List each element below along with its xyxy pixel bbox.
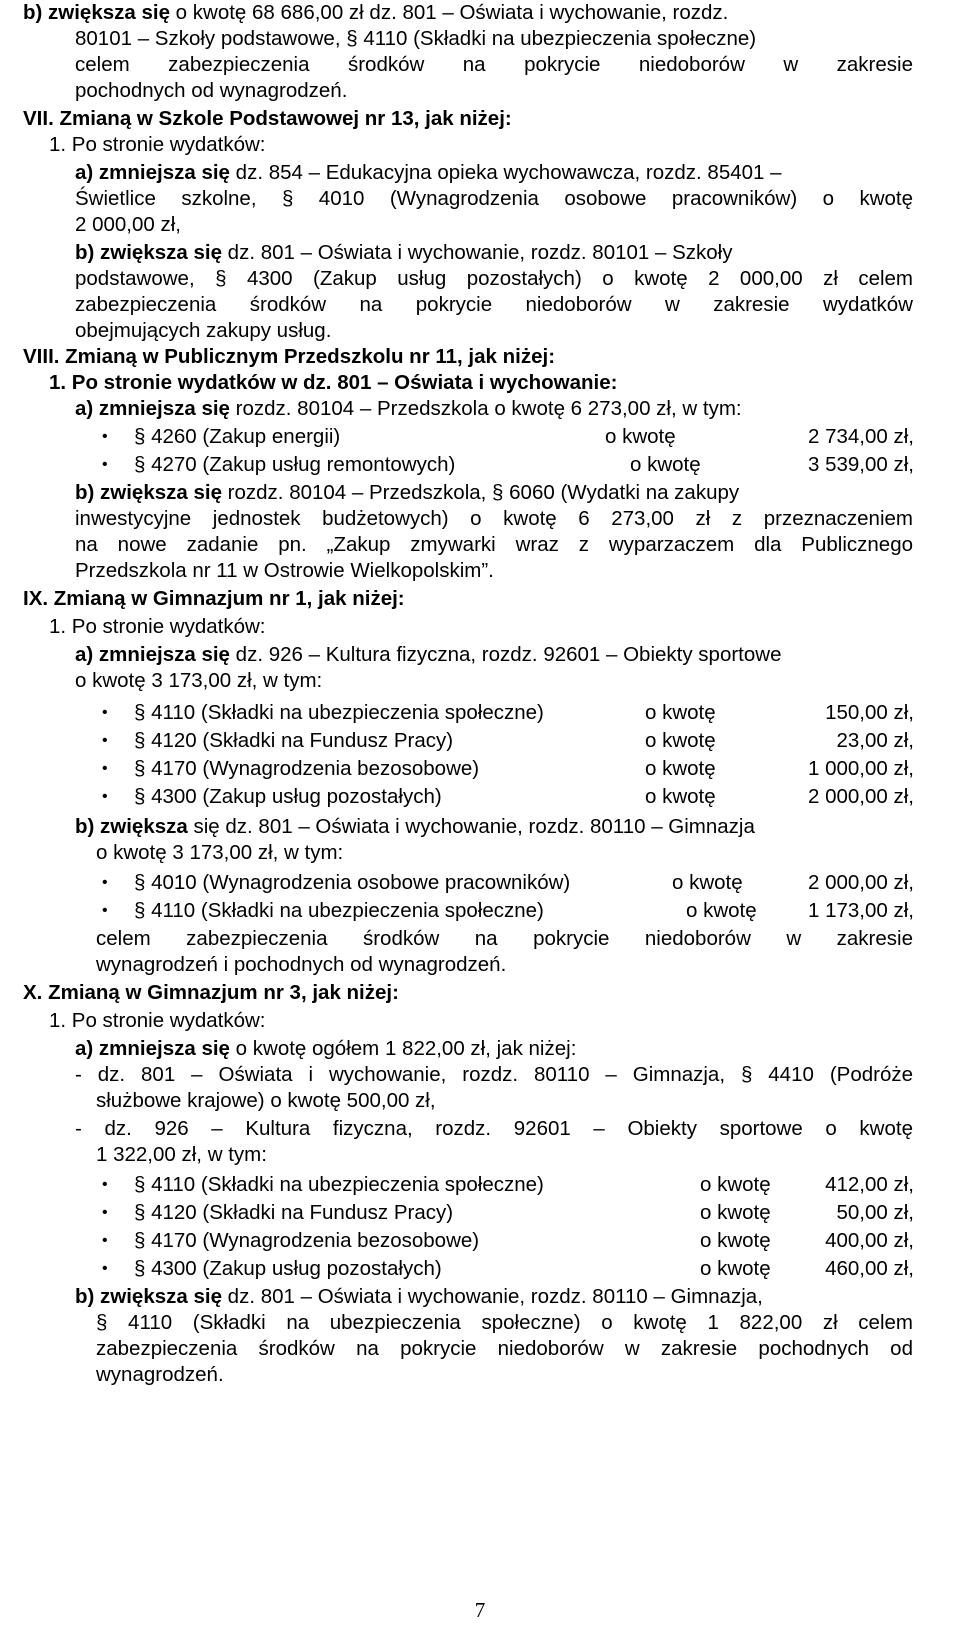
item-amount: 400,00 zł,: [825, 1229, 914, 1252]
item-label: b) zwiększa się: [23, 1, 170, 24]
line-text: się dz. 801 – Oświata i wychowanie, rozdz. 80110 – Gimnazja: [187, 815, 755, 838]
line-text: 80101 – Szkoły podstawowe, § 4110 (Składki na ubezpieczenia społeczne): [75, 27, 757, 50]
subheading: 1. Po stronie wydatków:: [49, 615, 266, 638]
item-label: b) zwiększa się: [75, 1285, 222, 1308]
list-item: [0, 728, 960, 754]
item-description: § 4110 (Składki na ubezpieczenia społeczne): [134, 701, 544, 724]
bullet-icon: •: [102, 760, 108, 777]
page-number: 7: [474, 1598, 486, 1622]
section-heading: IX. Zmianą w Gimnazjum nr 1, jak niżej:: [23, 587, 405, 610]
item-amount: 2 000,00 zł,: [808, 871, 914, 894]
bullet-icon: •: [102, 788, 108, 805]
item-keyword: o kwotę: [630, 453, 701, 476]
item-label: a) zmniejsza się: [75, 643, 230, 666]
bullet-icon: •: [102, 428, 108, 445]
item-description: § 4110 (Składki na ubezpieczenia społeczne): [134, 1173, 544, 1196]
bullet-icon: •: [102, 1260, 108, 1277]
bullet-icon: •: [102, 1176, 108, 1193]
list-item: [0, 452, 960, 478]
item-amount: 1 173,00 zł,: [808, 899, 914, 922]
line-text: dz. 801 – Oświata i wychowanie, rozdz. 80110 – Gimnazja,: [221, 1285, 763, 1308]
subheading: 1. Po stronie wydatków:: [49, 133, 266, 156]
item-amount: 50,00 zł,: [836, 1201, 914, 1224]
paragraph-line: [75, 1284, 913, 1310]
item-keyword: o kwotę: [700, 1201, 771, 1224]
bullet-icon: •: [102, 1232, 108, 1249]
item-amount: 3 539,00 zł,: [808, 453, 914, 476]
paragraph-line: celem zabezpieczenia środków na pokrycie niedoborów w zakresie: [96, 927, 913, 950]
item-label: a) zmniejsza się: [75, 397, 230, 420]
paragraph-line: [75, 480, 913, 506]
line-text: o kwotę 68 686,00 zł dz. 801 – Oświata i wychowanie, rozdz.: [169, 1, 729, 24]
item-keyword: o kwotę: [645, 701, 716, 724]
item-keyword: o kwotę: [700, 1257, 771, 1280]
paragraph-line: celem zabezpieczenia środków na pokrycie niedoborów w zakresie: [75, 53, 913, 76]
line-text: rozdz. 80104 – Przedszkola, § 6060 (Wydatki na zakupy: [221, 481, 740, 504]
list-item: [0, 898, 960, 924]
item-keyword: o kwotę: [645, 757, 716, 780]
paragraph-line: wynagrodzeń.: [96, 1363, 224, 1386]
list-item: [0, 1256, 960, 1282]
list-item: [0, 756, 960, 782]
item-label: b) zwiększa się: [75, 241, 222, 264]
item-amount: 412,00 zł,: [825, 1173, 914, 1196]
paragraph-line: [75, 240, 913, 266]
paragraph-line: obejmujących zakupy usług.: [75, 319, 332, 342]
paragraph-line: [75, 642, 913, 668]
paragraph-line: [75, 1036, 576, 1062]
paragraph-line: § 4110 (Składki na ubezpieczenia społeczne) o kwotę 1 822,00 zł celem: [96, 1311, 913, 1334]
section-heading: VII. Zmianą w Szkole Podstawowej nr 13, jak niżej:: [23, 107, 512, 130]
bullet-icon: •: [102, 704, 108, 721]
item-amount: 23,00 zł,: [836, 729, 914, 752]
bullet-icon: •: [102, 732, 108, 749]
item-amount: 1 000,00 zł,: [808, 757, 914, 780]
list-item: [0, 870, 960, 896]
paragraph-line: służbowe krajowe) o kwotę 500,00 zł,: [96, 1089, 436, 1112]
line-text: dz. 801 – Oświata i wychowanie, rozdz. 80101 – Szkoły: [221, 241, 733, 264]
item-label: b) zwiększa: [75, 815, 188, 838]
paragraph-line: 2 000,00 zł,: [75, 213, 181, 236]
paragraph-line: - dz. 801 – Oświata i wychowanie, rozdz. 80110 – Gimnazja, § 4410 (Podróże: [75, 1063, 913, 1086]
item-description: § 4110 (Składki na ubezpieczenia społeczne): [134, 899, 544, 922]
paragraph-line: na nowe zadanie pn. „Zakup zmywarki wraz z wyparzaczem dla Publicznego: [75, 533, 913, 556]
item-description: § 4010 (Wynagrodzenia osobowe pracowników): [134, 871, 571, 894]
item-amount: 150,00 zł,: [825, 701, 914, 724]
list-item: [0, 700, 960, 726]
item-keyword: o kwotę: [700, 1173, 771, 1196]
paragraph-line: Przedszkola nr 11 w Ostrowie Wielkopolskim”.: [75, 559, 494, 582]
list-item: [0, 1200, 960, 1226]
paragraph-line: zabezpieczenia środków na pokrycie niedoborów w zakresie wydatków: [75, 293, 913, 316]
list-item: [0, 784, 960, 810]
paragraph-line: podstawowe, § 4300 (Zakup usług pozostałych) o kwotę 2 000,00 zł celem: [75, 267, 913, 290]
paragraph-line: - dz. 926 – Kultura fizyczna, rozdz. 92601 – Obiekty sportowe o kwotę: [75, 1117, 913, 1140]
item-description: § 4170 (Wynagrodzenia bezosobowe): [134, 1229, 480, 1252]
item-keyword: o kwotę: [686, 899, 757, 922]
item-description: § 4260 (Zakup energii): [134, 425, 341, 448]
paragraph-line: [75, 396, 742, 422]
line-text: dz. 854 – Edukacyjna opieka wychowawcza, rozdz. 85401 –: [229, 161, 782, 184]
item-keyword: o kwotę: [672, 871, 743, 894]
subheading: 1. Po stronie wydatków:: [49, 1009, 266, 1032]
paragraph-line: [23, 0, 919, 26]
item-label: a) zmniejsza się: [75, 1037, 230, 1060]
paragraph-line: [75, 26, 913, 52]
bullet-icon: •: [102, 874, 108, 891]
item-amount: 2 734,00 zł,: [808, 425, 914, 448]
item-keyword: o kwotę: [645, 785, 716, 808]
item-keyword: o kwotę: [645, 729, 716, 752]
item-description: § 4270 (Zakup usług remontowych): [134, 453, 456, 476]
item-keyword: o kwotę: [700, 1229, 771, 1252]
line-text: rozdz. 80104 – Przedszkola o kwotę 6 273,00 zł, w tym:: [229, 397, 742, 420]
subheading: 1. Po stronie wydatków w dz. 801 – Oświata i wychowanie:: [49, 371, 618, 394]
section-heading: X. Zmianą w Gimnazjum nr 3, jak niżej:: [23, 981, 399, 1004]
item-label: a) zmniejsza się: [75, 161, 230, 184]
bullet-icon: •: [102, 1204, 108, 1221]
paragraph-line: [75, 814, 913, 840]
list-item: [0, 424, 960, 450]
section-heading: VIII. Zmianą w Publicznym Przedszkolu nr 11, jak niżej:: [23, 345, 556, 368]
item-label: b) zwiększa się: [75, 481, 222, 504]
list-item: [0, 1228, 960, 1254]
item-description: § 4300 (Zakup usług pozostałych): [134, 1257, 442, 1280]
paragraph-line: wynagrodzeń i pochodnych od wynagrodzeń.: [96, 953, 507, 976]
item-amount: 2 000,00 zł,: [808, 785, 914, 808]
paragraph-line: o kwotę 3 173,00 zł, w tym:: [75, 669, 323, 692]
paragraph-line: inwestycyjne jednostek budżetowych) o kwotę 6 273,00 zł z przeznaczeniem: [75, 507, 913, 530]
paragraph-line: 1 322,00 zł, w tym:: [96, 1143, 267, 1166]
item-keyword: o kwotę: [605, 425, 676, 448]
bullet-icon: •: [102, 902, 108, 919]
paragraph-line: zabezpieczenia środków na pokrycie niedoborów w zakresie pochodnych od: [96, 1337, 913, 1360]
item-description: § 4300 (Zakup usług pozostałych): [134, 785, 442, 808]
item-description: § 4120 (Składki na Fundusz Pracy): [134, 1201, 454, 1224]
bullet-icon: •: [102, 456, 108, 473]
line-text: dz. 926 – Kultura fizyczna, rozdz. 92601 – Obiekty sportowe: [229, 643, 782, 666]
paragraph-line: o kwotę 3 173,00 zł, w tym:: [96, 841, 344, 864]
item-description: § 4120 (Składki na Fundusz Pracy): [134, 729, 454, 752]
paragraph-line: [75, 160, 782, 186]
paragraph-line: Świetlice szkolne, § 4010 (Wynagrodzenia osobowe pracowników) o kwotę: [75, 187, 913, 210]
paragraph-line: pochodnych od wynagrodzeń.: [75, 79, 348, 102]
list-item: [0, 1172, 960, 1198]
item-amount: 460,00 zł,: [825, 1257, 914, 1280]
line-text: o kwotę ogółem 1 822,00 zł, jak niżej:: [229, 1037, 577, 1060]
item-description: § 4170 (Wynagrodzenia bezosobowe): [134, 757, 480, 780]
